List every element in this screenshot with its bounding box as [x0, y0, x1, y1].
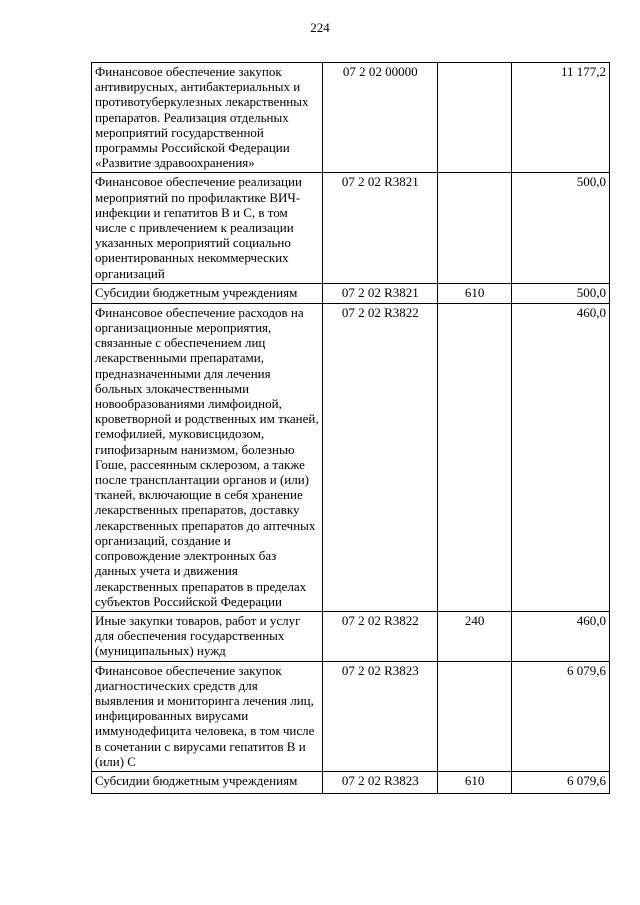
table-row: [92, 771, 610, 793]
table-row: [92, 303, 610, 611]
row-code: 07 2 02 R3823: [323, 661, 438, 771]
row-description: Финансовое обеспечение закупок антивирусных, антибактериальных и противотуберкулезных лекарственных препаратов. Реализация отдельных мероприятий государственной программы Российской Федерации «Развитие здравоохранения»: [92, 63, 323, 173]
row-expense-type: 610: [438, 283, 512, 303]
row-description: Иные закупки товаров, работ и услуг для обеспечения государственных (муниципальных) нужд: [92, 611, 323, 661]
row-code: 07 2 02 R3822: [323, 303, 438, 611]
row-description: Финансовое обеспечение расходов на организационные мероприятия, связанные с обеспечением лиц лекарственными препаратами, предназначенными для лечения больных злокачественными новообразованиями лимфоидной, кроветворной и родственных им тканей, гемофилией, муковисцидозом, гипофизарным нанизмом, болезнью Гоше, рассеянным склерозом, а также после трансплантации органов и (или) тканей, включающие в себя хранение лекарственных препаратов, доставку лекарственных препаратов до аптечных организаций, создание и сопровождение электронных баз данных учета и движения лекарственных препаратов в пределах субъектов Российской Федерации: [92, 303, 323, 611]
row-amount: 460,0: [512, 303, 610, 611]
row-amount: 500,0: [512, 173, 610, 283]
table-row: [92, 283, 610, 303]
row-amount: 500,0: [512, 283, 610, 303]
row-code: 07 2 02 00000: [323, 63, 438, 173]
row-amount: 6 079,6: [512, 771, 610, 793]
row-amount: 6 079,6: [512, 661, 610, 771]
row-code: 07 2 02 R3822: [323, 611, 438, 661]
row-amount: 11 177,2: [512, 63, 610, 173]
row-code: 07 2 02 R3821: [323, 173, 438, 283]
row-description: Субсидии бюджетным учреждениям: [92, 283, 323, 303]
row-amount: 460,0: [512, 611, 610, 661]
page-number: 224: [310, 20, 330, 35]
table-row: [92, 173, 610, 283]
row-expense-type: [438, 173, 512, 283]
row-code: 07 2 02 R3823: [323, 771, 438, 793]
row-expense-type: [438, 661, 512, 771]
row-code: 07 2 02 R3821: [323, 283, 438, 303]
table-row: [92, 661, 610, 771]
row-description: Финансовое обеспечение закупок диагностических средств для выявления и мониторинга лечения лиц, инфицированных вирусами иммунодефицита человека, в том числе в сочетании с вирусами гепатитов В и (или) С: [92, 661, 323, 771]
row-expense-type: [438, 303, 512, 611]
row-description: Субсидии бюджетным учреждениям: [92, 771, 323, 793]
table-row: [92, 611, 610, 661]
row-description: Финансовое обеспечение реализации мероприятий по профилактике ВИЧ-инфекции и гепатитов В и С, в том числе с привлечением к реализации указанных мероприятий социально ориентированных некоммерческих организаций: [92, 173, 323, 283]
row-expense-type: 240: [438, 611, 512, 661]
row-expense-type: [438, 63, 512, 173]
budget-table: [91, 62, 610, 794]
table-row: [92, 63, 610, 173]
row-expense-type: 610: [438, 771, 512, 793]
